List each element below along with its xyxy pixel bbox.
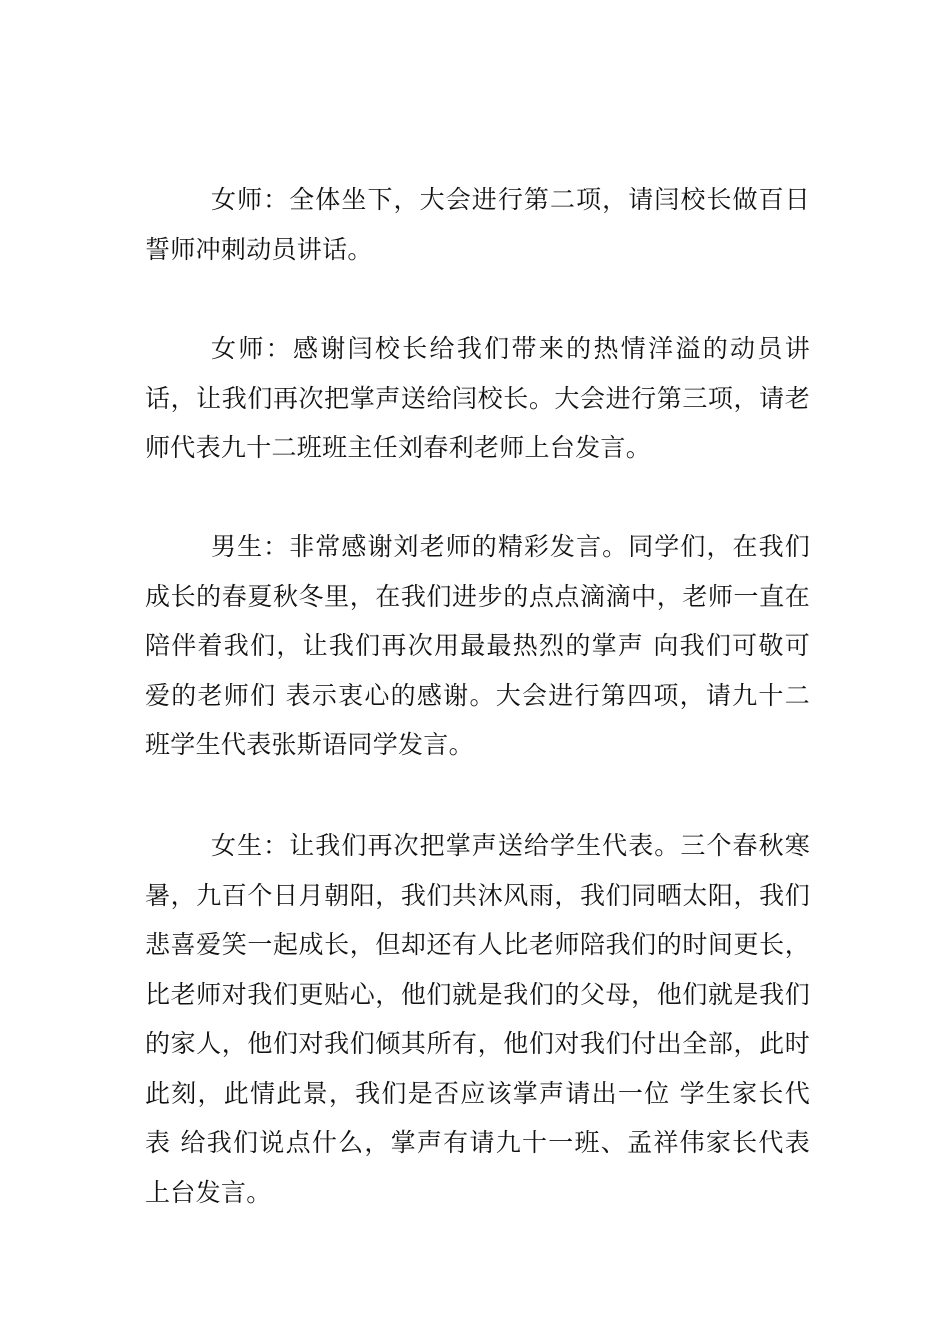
paragraph-female-teacher-1: 女师：全体坐下，大会进行第二项，请闫校长做百日誓师冲刺动员讲话。	[145, 185, 810, 264]
paragraph-female-teacher-2: 女师：感谢闫校长给我们带来的热情洋溢的动员讲话，让我们再次把掌声送给闫校长。大会进行第三项，请老师代表九十二班班主任刘春利老师上台发言。	[145, 334, 810, 462]
paragraph-female-student: 女生：让我们再次把掌声送给学生代表。三个春秋寒暑，九百个日月朝阳，我们共沐风雨，我们同晒太阳，我们悲喜爱笑一起成长，但却还有人比老师陪我们的时间更长，比老师对我们更贴心，他们就是我们的父母，他们就是我们的家人，他们对我们倾其所有，他们对我们付出全部，此时此刻，此情此景，我们是否应该掌声请出一位 学生家长代表 给我们说点什么，掌声有请九十一班、孟祥伟家长代表上台发言。	[145, 831, 810, 1207]
paragraph-male-student: 男生：非常感谢刘老师的精彩发言。同学们，在我们成长的春夏秋冬里，在我们进步的点点滴滴中，老师一直在陪伴着我们，让我们再次用最最热烈的掌声 向我们可敬可爱的老师们 表示衷心的感谢。大会进行第四项，请九十二班学生代表张斯语同学发言。	[145, 532, 810, 759]
